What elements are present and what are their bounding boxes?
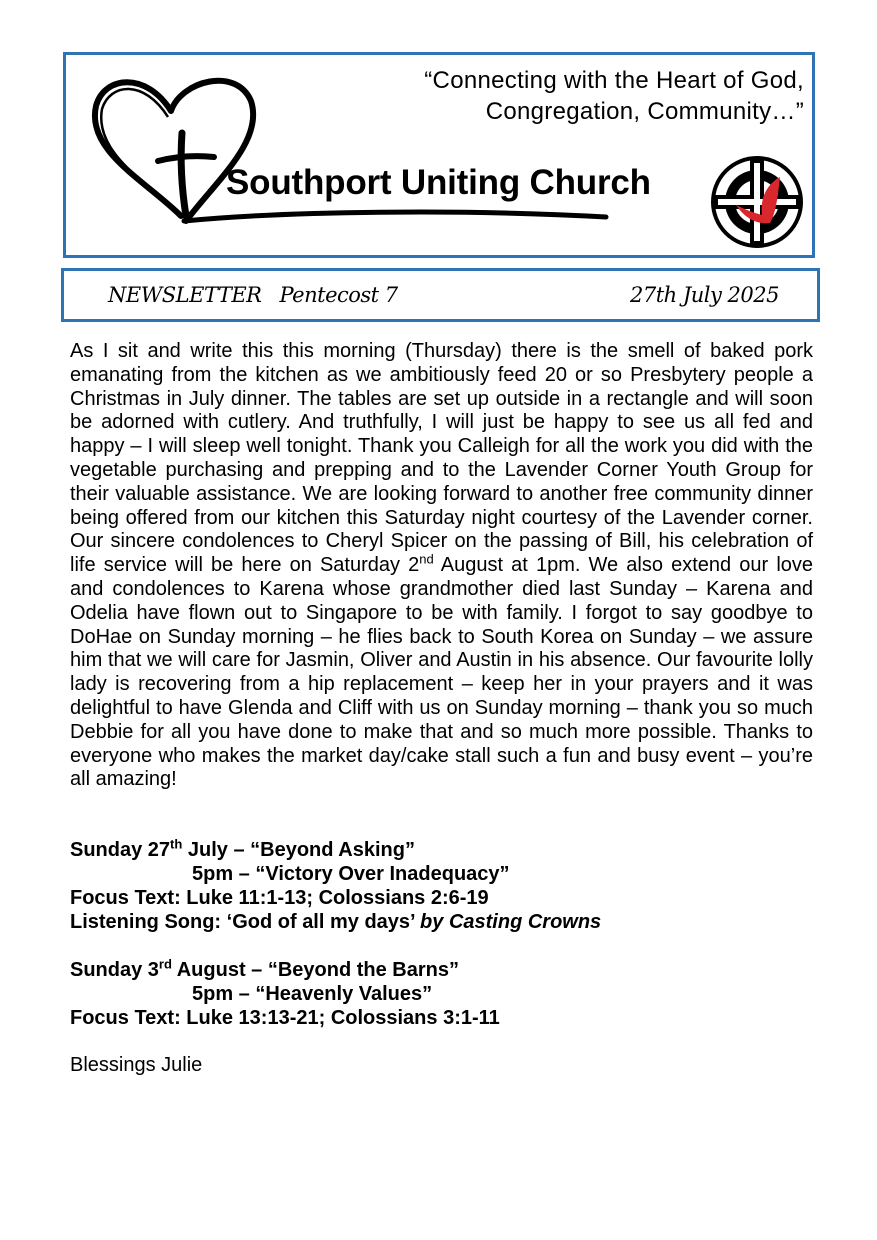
closing-signature: Blessings Julie: [70, 1054, 203, 1076]
tagline: [424, 65, 804, 127]
ordinal-suffix: nd: [419, 551, 434, 567]
service-1-title: July – “Beyond Asking”: [182, 839, 415, 861]
uniting-church-dove-icon: [710, 155, 804, 249]
service-2-date-suffix: rd: [158, 956, 172, 972]
service-2-evening: 5pm – “Heavenly Values”: [192, 983, 433, 1005]
service-2-title: August – “Beyond the Barns”: [171, 959, 459, 981]
tagline-line-2: Congregation, Community…”: [485, 98, 804, 125]
newsletter-heading: [108, 283, 398, 307]
service-1-focus-text: Focus Text: Luke 11:1-13; Colossians 2:6-19: [70, 887, 489, 909]
service-1-date: Sunday 27: [70, 839, 171, 861]
newsletter-banner: [61, 268, 820, 322]
pastor-letter: [70, 340, 813, 792]
service-1-listening-song: [70, 910, 813, 934]
church-name: Southport Uniting Church: [226, 163, 651, 202]
newsletter-date: 27th July 2025: [629, 283, 779, 307]
song-artist: by Casting Crowns: [420, 911, 602, 933]
service-1-date-suffix: th: [170, 836, 183, 852]
service-1-heading: [70, 838, 813, 862]
newsletter-label: NEWSLETTER: [108, 283, 262, 307]
letter-text-part-1: As I sit and write this this morning (Thursday) there is the smell of baked pork emanating from the kitchen as we ambitiously feed 20 or so Presbytery people a Christmas in July dinner. The tables are set up outside in a rectangle and will soon be adorned with cutlery. And truthfully, I will just be happy to see us all fed and happy – I will sleep well tonight. Thank you Calleigh for all the work you did with the vegetable purchasing and prepping and to the Lavender Corner Youth Group for their valuable assistance. We are looking forward to another free community dinner being offered from our kitchen this Saturday night courtesy of the Lavender corner. Our sincere condolences to Cheryl Spicer on the passing of Bill, his celebration of life service will be here on Saturday 2: [70, 340, 813, 577]
song-title: Listening Song: ‘God of all my days’: [70, 911, 421, 933]
service-2-heading: [70, 958, 813, 982]
service-schedule: [70, 838, 813, 1030]
service-2-date: Sunday 3: [70, 959, 159, 981]
letter-text-part-2: August at 1pm. We also extend our love and condolences to Karena whose grandmother died last Sunday – Karena and Odelia have flown out to Singapore to be with family. I forgot to say goodbye to DoHae on Sunday morning – he flies back to South Korea on Sunday – we assure him that we will care for Jasmin, Oliver and Austin in his absence. Our favourite lolly lady is recovering from a hip replacement – keep her in your prayers and it was delightful to have Glenda and Cliff with us on Sunday morning – thank you so much Debbie for all you have done to make that and so much more possible. Thanks to everyone who makes the market day/cake stall such a fun and busy event – you’re all amazing!: [70, 554, 814, 791]
letter-paragraph: [70, 340, 813, 792]
service-1-evening: 5pm – “Victory Over Inadequacy”: [192, 863, 510, 885]
service-2-focus-text: Focus Text: Luke 13:13-21; Colossians 3:1-11: [70, 1007, 500, 1029]
tagline-line-1: “Connecting with the Heart of God,: [424, 67, 804, 94]
liturgical-occasion: Pentecost 7: [279, 283, 398, 307]
masthead: [63, 52, 815, 258]
